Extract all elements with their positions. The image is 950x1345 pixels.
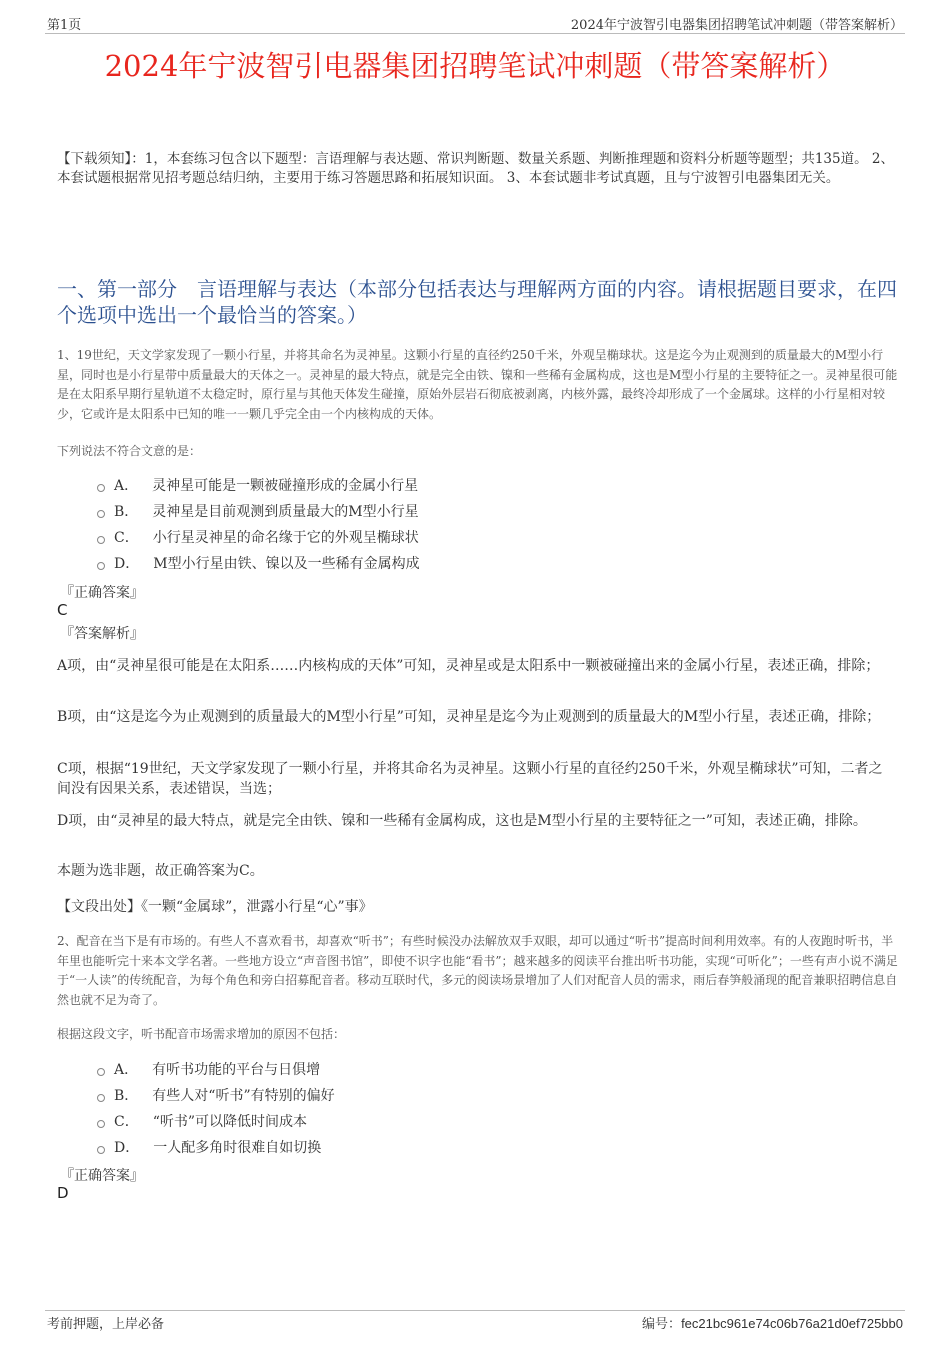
question-2-option-d[interactable] <box>97 1139 321 1157</box>
radio-icon[interactable] <box>97 484 105 492</box>
footer-slogan: 考前押题，上岸必备 <box>47 1317 165 1332</box>
analysis-item-a: A项，由“灵神星很可能是在太阳系……内核构成的天体”可知，灵神星或是太阳系中一颗被碰撞出来的金属小行星，表述正确，排除； <box>57 658 880 674</box>
correct-answer: C <box>57 601 68 619</box>
option-letter: C． <box>114 1114 139 1130</box>
question-1-passage: 1、19世纪，天文学家发现了一颗小行星，并将其命名为灵神星。这颗小行星的直径约250千米，外观呈椭球状。这是迄今为止观测到的质量最大的M型小行星，同时也是小行星带中质量最大的天体之一。灵神星的最大特点，就是完全由铁、镍和一些稀有金属构成，这也是M型小行星的主要特征之一。灵神星很可能是在太阳系早期行星轨道不太稳定时，原行星与其他天体发生碰撞，原始外层岩石彻底被剥离，内核外露，最终冷却形成了一个金属球。这样的小行星相对较少，它或许是太阳系中已知的唯一一颗几乎完全由一个内核构成的天体。 <box>57 348 898 421</box>
question-1-option-d[interactable] <box>97 555 420 573</box>
option-letter: A． <box>114 1062 139 1078</box>
analysis-conclusion: 本题为选非题，故正确答案为C。 <box>57 863 264 879</box>
option-text: 有听书功能的平台与日俱增 <box>152 1062 321 1078</box>
download-notice: 【下载须知】：1，本套练习包含以下题型：言语理解与表达题、常识判断题、数量关系题、判断推理题和资料分析题等题型；共135道。 2、本套试题根据常见招考题总结归纳，主要用于练习答题思路和拓展知识面。 3、本套试题非考试真题，且与宁波智引电器集团无关。 <box>57 151 894 186</box>
radio-icon[interactable] <box>97 562 105 570</box>
option-letter: C． <box>114 530 139 546</box>
option-letter: D． <box>114 1140 140 1156</box>
section-heading: 一、第一部分 言语理解与表达（本部分包括表达与理解两方面的内容。请根据题目要求，在四个选项中选出一个最恰当的答案。） <box>57 277 897 327</box>
question-1-prompt: 下列说法不符合文意的是： <box>57 444 202 458</box>
option-text: M型小行星由铁、镍以及一些稀有金属构成 <box>153 556 420 572</box>
header-divider <box>45 33 905 34</box>
option-text: “听书”可以降低时间成本 <box>152 1114 308 1130</box>
question-1-option-b[interactable] <box>97 503 419 521</box>
document-id-value: fec21bc961e74c06b76a21d0ef725bb0 <box>681 1316 903 1331</box>
analysis-item-c: C项，根据“19世纪，天文学家发现了一颗小行星，并将其命名为灵神星。这颗小行星的直径约250千米，外观呈椭球状”可知，二者之间没有因果关系，表述错误，当选； <box>57 761 883 797</box>
option-letter: B． <box>114 1088 139 1104</box>
analysis-item-b: B项，由“这是迄今为止观测到的质量最大的M型小行星”可知，灵神星是迄今为止观测到的质量最大的M型小行星，表述正确，排除； <box>57 709 881 725</box>
radio-icon[interactable] <box>97 510 105 518</box>
radio-icon[interactable] <box>97 1146 105 1154</box>
correct-answer-label: 『正确答案』 <box>60 585 144 601</box>
question-1-option-c[interactable] <box>97 529 419 547</box>
option-letter: A． <box>114 478 139 494</box>
question-1-option-a[interactable] <box>97 477 418 495</box>
header-doc-title: 2024年宁波智引电器集团招聘笔试冲刺题（带答案解析） <box>570 18 903 33</box>
option-letter: D． <box>114 556 140 572</box>
radio-icon[interactable] <box>97 1068 105 1076</box>
option-text: 灵神星可能是一颗被碰撞形成的金属小行星 <box>152 478 419 494</box>
question-2-prompt: 根据这段文字，听书配音市场需求增加的原因不包括： <box>57 1027 346 1041</box>
page-title: 2024年宁波智引电器集团招聘笔试冲刺题（带答案解析） <box>104 49 846 83</box>
document-id <box>642 1313 903 1332</box>
option-text: 灵神星是目前观测到质量最大的M型小行星 <box>152 504 419 520</box>
question-2-passage: 2、配音在当下是有市场的。有些人不喜欢看书，却喜欢“听书”；有些时候没办法解放双手双眼，却可以通过“听书”提高时间利用效率。有的人夜跑时听书，半年里也能听完十来本文学名著。一些地方设立“声音图书馆”，即使不识字也能“看书”；越来越多的阅读平台推出听书功能，实现“可听化”；一些有声小说不满足于“一人读”的传统配音，为每个角色和旁白招募配音者。移动互联时代，多元的阅读场景增加了人们对配音人员的需求，雨后春笋般涌现的配音兼职招聘信息自然也就不足为奇了。 <box>57 934 898 1007</box>
option-text: 有些人对“听书”有特别的偏好 <box>152 1088 335 1104</box>
option-text: 一人配多角时很难自如切换 <box>153 1140 322 1156</box>
document-id-label: 编号： <box>642 1317 682 1332</box>
question-2-option-c[interactable] <box>97 1113 307 1131</box>
page-number: 第1页 <box>47 18 82 33</box>
option-text: 小行星灵神星的命名缘于它的外观呈椭球状 <box>152 530 419 546</box>
radio-icon[interactable] <box>97 1120 105 1128</box>
correct-answer: D <box>57 1184 69 1202</box>
radio-icon[interactable] <box>97 536 105 544</box>
analysis-label: 『答案解析』 <box>60 626 144 642</box>
question-2-option-b[interactable] <box>97 1087 335 1105</box>
radio-icon[interactable] <box>97 1094 105 1102</box>
option-letter: B． <box>114 504 139 520</box>
correct-answer-label: 『正确答案』 <box>60 1168 144 1184</box>
question-2-option-a[interactable] <box>97 1061 320 1079</box>
passage-source: 【文段出处】《一颗“金属球”，泄露小行星“心”事》 <box>57 899 373 915</box>
analysis-item-d: D项，由“灵神星的最大特点，就是完全由铁、镍和一些稀有金属构成，这也是M型小行星的主要特征之一”可知，表述正确，排除。 <box>57 813 867 829</box>
footer-divider <box>45 1310 905 1311</box>
